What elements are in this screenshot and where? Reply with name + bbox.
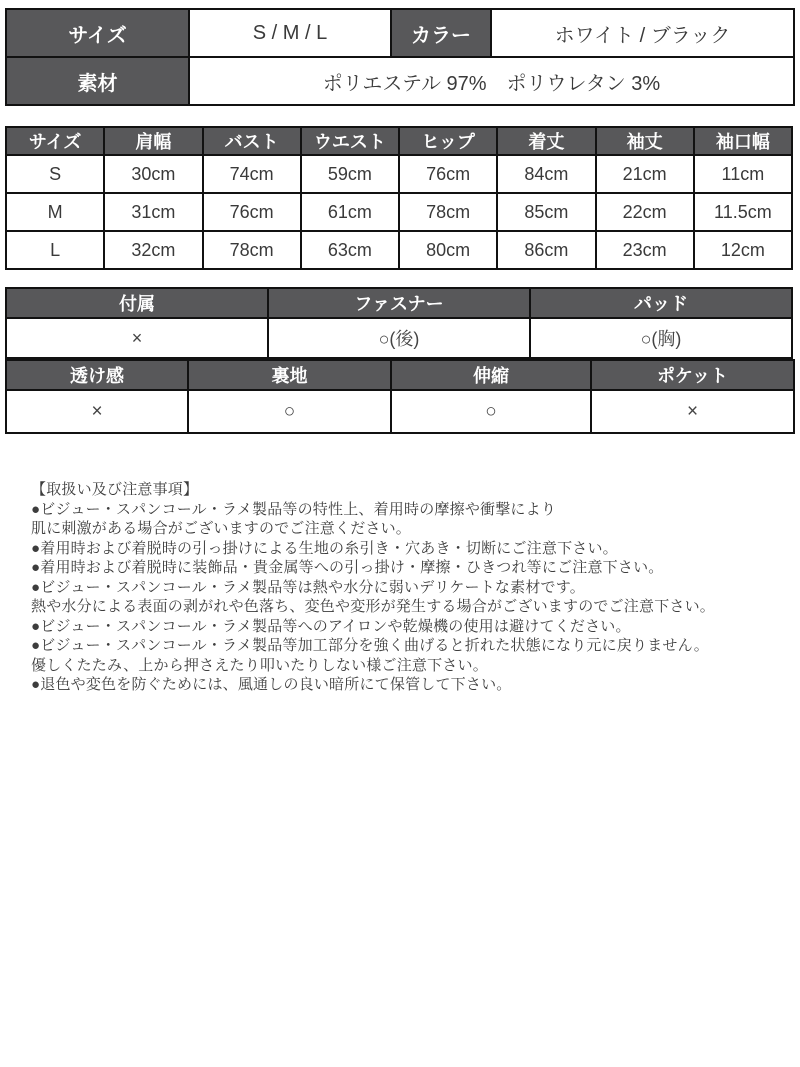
note-line: ●着用時および着脱時に装飾品・貴金属等への引っ掛け・摩擦・ひきつれ等にご注意下さい。 <box>31 559 664 576</box>
care-notes <box>31 480 780 695</box>
color-value-cell: ホワイト / ブラック <box>491 9 794 57</box>
care-notes-title: 【取扱い及び注意事項】 <box>31 481 199 498</box>
size-value-cell: S / M / L <box>189 9 391 57</box>
feature-value-cell: × <box>6 390 188 433</box>
size-color-material-table <box>5 8 795 106</box>
column-header: サイズ <box>6 127 104 155</box>
note-line: ●退色や変色を防ぐためには、風通しの良い暗所にて保管して下さい。 <box>31 676 512 693</box>
measurement-cell: 31cm <box>104 193 202 231</box>
features-top-value-row <box>6 318 792 358</box>
note-line: ●ビジュー・スパンコール・ラメ製品等の特性上、着用時の摩擦や衝撃により <box>31 500 557 518</box>
column-header: 伸縮 <box>391 360 591 390</box>
measurement-cell: 86cm <box>497 231 595 269</box>
material-label-cell: 素材 <box>6 57 189 105</box>
note-line: ●ビジュー・スパンコール・ラメ製品等加工部分を強く曲げると折れた状態になり元に戻りません。 <box>31 637 709 654</box>
measurement-cell: 11cm <box>694 155 792 193</box>
measurements-header-row <box>6 127 792 155</box>
measurement-cell: 23cm <box>596 231 694 269</box>
measurement-cell: 30cm <box>104 155 202 193</box>
feature-value-cell: ○ <box>391 390 591 433</box>
features-table-top <box>5 287 793 359</box>
measurement-cell: 32cm <box>104 231 202 269</box>
measurement-cell: 22cm <box>596 193 694 231</box>
measurement-cell: 78cm <box>203 231 301 269</box>
column-header: 着丈 <box>497 127 595 155</box>
feature-value-cell: × <box>591 390 794 433</box>
measurement-cell: 12cm <box>694 231 792 269</box>
measurement-cell: 63cm <box>301 231 399 269</box>
column-header: パッド <box>530 288 792 318</box>
measurement-cell: 76cm <box>203 193 301 231</box>
column-header: 裏地 <box>188 360 391 390</box>
table-row <box>6 9 794 57</box>
column-header: 肩幅 <box>104 127 202 155</box>
feature-value-cell: × <box>6 318 268 358</box>
note-line: 熱や水分による表面の剥がれや色落ち、変色や変形が発生する場合がございますのでご注意下さい。 <box>31 598 716 615</box>
measurement-cell: 59cm <box>301 155 399 193</box>
measurement-cell: 11.5cm <box>694 193 792 231</box>
note-line: ●着用時および着脱時の引っ掛けによる生地の糸引き・穴あき・切断にご注意下さい。 <box>31 539 618 557</box>
features-bottom-header-row <box>6 360 794 390</box>
measurement-cell: S <box>6 155 104 193</box>
column-header: 付属 <box>6 288 268 318</box>
measurement-cell: 21cm <box>596 155 694 193</box>
measurement-cell: 85cm <box>497 193 595 231</box>
measurements-table <box>5 126 793 270</box>
measurement-cell: 74cm <box>203 155 301 193</box>
features-top-header-row <box>6 288 792 318</box>
column-header: ヒップ <box>399 127 497 155</box>
measurement-cell: 78cm <box>399 193 497 231</box>
measurement-cell: L <box>6 231 104 269</box>
note-line: 肌に刺激がある場合がございますのでご注意ください。 <box>31 520 412 537</box>
table-row-size-s <box>6 155 792 193</box>
features-table-bottom <box>5 359 795 434</box>
note-line: ●ビジュー・スパンコール・ラメ製品等は熱や水分に弱いデリケートな素材です。 <box>31 578 585 596</box>
measurement-cell: 80cm <box>399 231 497 269</box>
size-label-cell: サイズ <box>6 9 189 57</box>
column-header: ポケット <box>591 360 794 390</box>
column-header: ファスナー <box>268 288 530 318</box>
column-header: バスト <box>203 127 301 155</box>
material-value-cell: ポリエステル 97% ポリウレタン 3% <box>189 57 794 105</box>
column-header: 透け感 <box>6 360 188 390</box>
feature-value-cell: ○(胸) <box>530 318 792 358</box>
note-line: 優しくたたみ、上から押さえたり叩いたりしない様ご注意下さい。 <box>31 656 488 674</box>
table-row-size-l <box>6 231 792 269</box>
note-line: ●ビジュー・スパンコール・ラメ製品等へのアイロンや乾燥機の使用は避けてください。 <box>31 617 631 635</box>
column-header: ウエスト <box>301 127 399 155</box>
column-header: 袖丈 <box>596 127 694 155</box>
measurement-cell: 76cm <box>399 155 497 193</box>
features-bottom-value-row <box>6 390 794 433</box>
table-row-size-m <box>6 193 792 231</box>
color-label-cell: カラー <box>391 9 491 57</box>
measurement-cell: 61cm <box>301 193 399 231</box>
column-header: 袖口幅 <box>694 127 792 155</box>
feature-value-cell: ○ <box>188 390 391 433</box>
table-row <box>6 57 794 105</box>
measurement-cell: M <box>6 193 104 231</box>
measurement-cell: 84cm <box>497 155 595 193</box>
feature-value-cell: ○(後) <box>268 318 530 358</box>
